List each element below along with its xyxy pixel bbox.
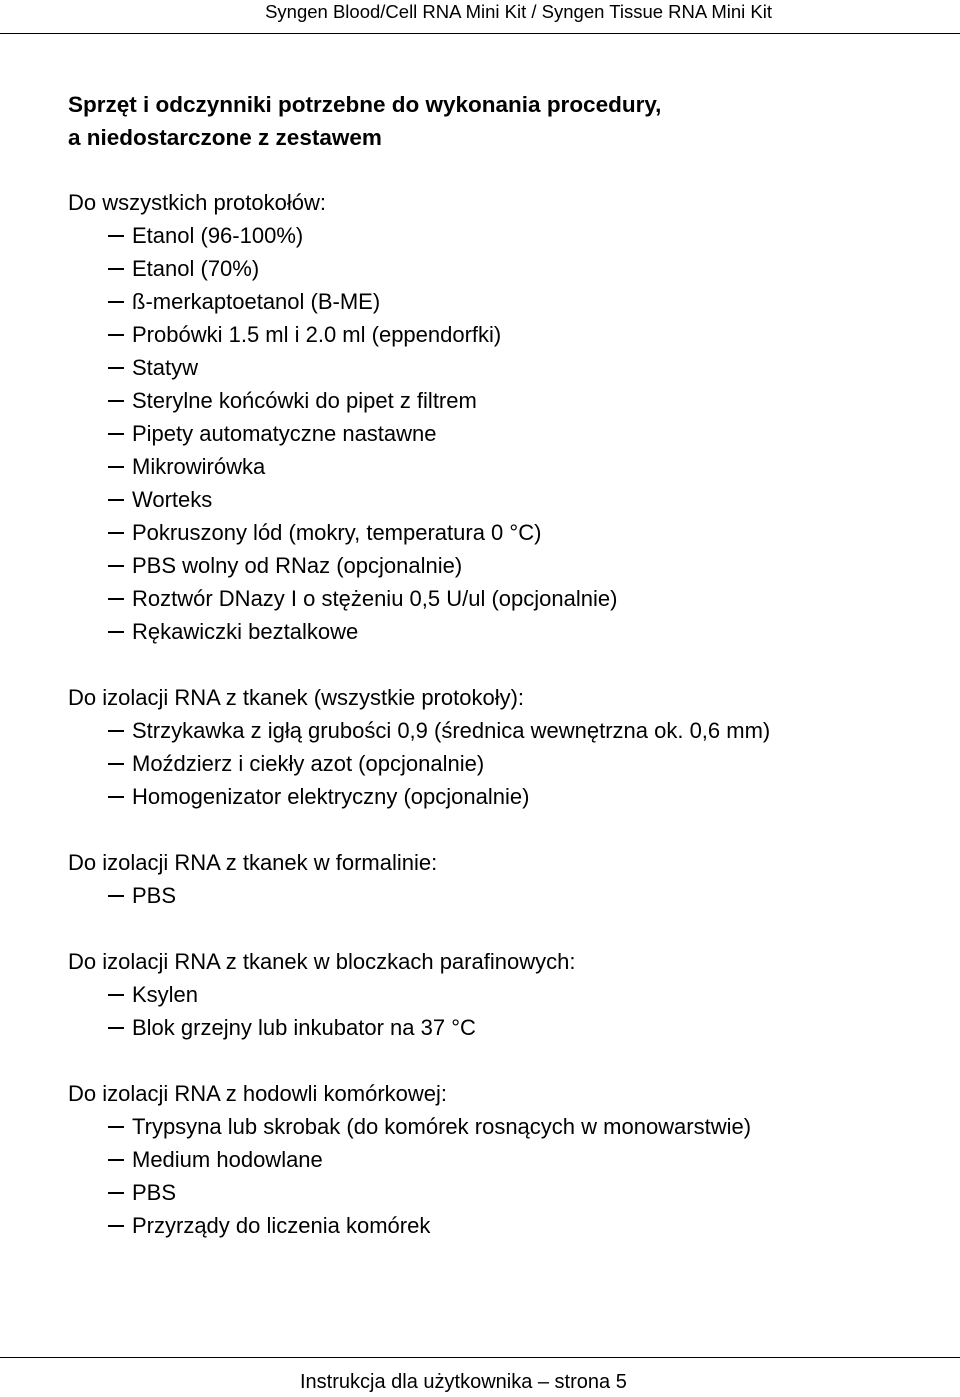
dash-bullet-icon: [108, 466, 124, 468]
dash-bullet-icon: [108, 301, 124, 303]
list-item: Moździerz i ciekły azot (opcjonalnie): [68, 747, 928, 780]
list-item: Strzykawka z igłą grubości 0,9 (średnica wewnętrzna ok. 0,6 mm): [68, 714, 928, 747]
dash-bullet-icon: [108, 334, 124, 336]
list-item: Etanol (96-100%): [68, 219, 928, 252]
list-item: Ksylen: [68, 978, 928, 1011]
section-tissue-formalin: [68, 846, 928, 912]
dash-bullet-icon: [108, 796, 124, 798]
dash-bullet-icon: [108, 1192, 124, 1194]
section-tissue-all: [68, 681, 928, 813]
dash-bullet-icon: [108, 895, 124, 897]
list-item: Probówki 1.5 ml i 2.0 ml (eppendorfki): [68, 318, 928, 351]
section-heading: Do izolacji RNA z tkanek w bloczkach parafinowych:: [68, 949, 576, 974]
list-item: ß-merkaptoetanol (B-ME): [68, 285, 928, 318]
dash-bullet-icon: [108, 235, 124, 237]
list-item: Medium hodowlane: [68, 1143, 928, 1176]
list-item: Przyrządy do liczenia komórek: [68, 1209, 928, 1242]
page-title: [68, 88, 888, 154]
page-title-line-2: a niedostarczone z zestawem: [68, 125, 382, 150]
dash-bullet-icon: [108, 598, 124, 600]
dash-bullet-icon: [108, 1027, 124, 1029]
list-item: Mikrowirówka: [68, 450, 928, 483]
list-item: Homogenizator elektryczny (opcjonalnie): [68, 780, 928, 813]
list-item: Blok grzejny lub inkubator na 37 °C: [68, 1011, 928, 1044]
page-title-line-1: Sprzęt i odczynniki potrzebne do wykonania procedury,: [68, 92, 662, 117]
list-item: Rękawiczki beztalkowe: [68, 615, 928, 648]
list-item: PBS: [68, 879, 928, 912]
dash-bullet-icon: [108, 763, 124, 765]
running-header-title: Syngen Blood/Cell RNA Mini Kit / Syngen Tissue RNA Mini Kit: [265, 1, 772, 22]
dash-bullet-icon: [108, 631, 124, 633]
list-item: PBS: [68, 1176, 928, 1209]
running-header: [0, 0, 960, 34]
list-item: Trypsyna lub skrobak (do komórek rosnących w monowarstwie): [68, 1110, 928, 1143]
list-item: Etanol (70%): [68, 252, 928, 285]
dash-bullet-icon: [108, 532, 124, 534]
list-item: PBS wolny od RNaz (opcjonalnie): [68, 549, 928, 582]
section-heading: Do izolacji RNA z hodowli komórkowej:: [68, 1081, 448, 1106]
requirements-list: [68, 186, 928, 1275]
dash-bullet-icon: [108, 1225, 124, 1227]
section-cell-culture: [68, 1077, 928, 1242]
dash-bullet-icon: [108, 499, 124, 501]
list-item: Sterylne końcówki do pipet z filtrem: [68, 384, 928, 417]
list-item: Pipety automatyczne nastawne: [68, 417, 928, 450]
section-heading: Do izolacji RNA z tkanek w formalinie:: [68, 850, 438, 875]
list-item: Pokruszony lód (mokry, temperatura 0 °C): [68, 516, 928, 549]
dash-bullet-icon: [108, 367, 124, 369]
section-heading: Do wszystkich protokołów:: [68, 190, 326, 215]
list-item: Statyw: [68, 351, 928, 384]
page-footer: [0, 1357, 960, 1397]
dash-bullet-icon: [108, 730, 124, 732]
dash-bullet-icon: [108, 565, 124, 567]
dash-bullet-icon: [108, 994, 124, 996]
section-tissue-paraffin: [68, 945, 928, 1044]
section-all-protocols: [68, 186, 928, 648]
list-item: Worteks: [68, 483, 928, 516]
list-item: Roztwór DNazy I o stężeniu 0,5 U/ul (opcjonalnie): [68, 582, 928, 615]
dash-bullet-icon: [108, 1126, 124, 1128]
dash-bullet-icon: [108, 400, 124, 402]
dash-bullet-icon: [108, 268, 124, 270]
dash-bullet-icon: [108, 1159, 124, 1161]
section-heading: Do izolacji RNA z tkanek (wszystkie protokoły):: [68, 685, 525, 710]
footer-page-label: Instrukcja dla użytkownika – strona 5: [300, 1371, 627, 1393]
dash-bullet-icon: [108, 433, 124, 435]
